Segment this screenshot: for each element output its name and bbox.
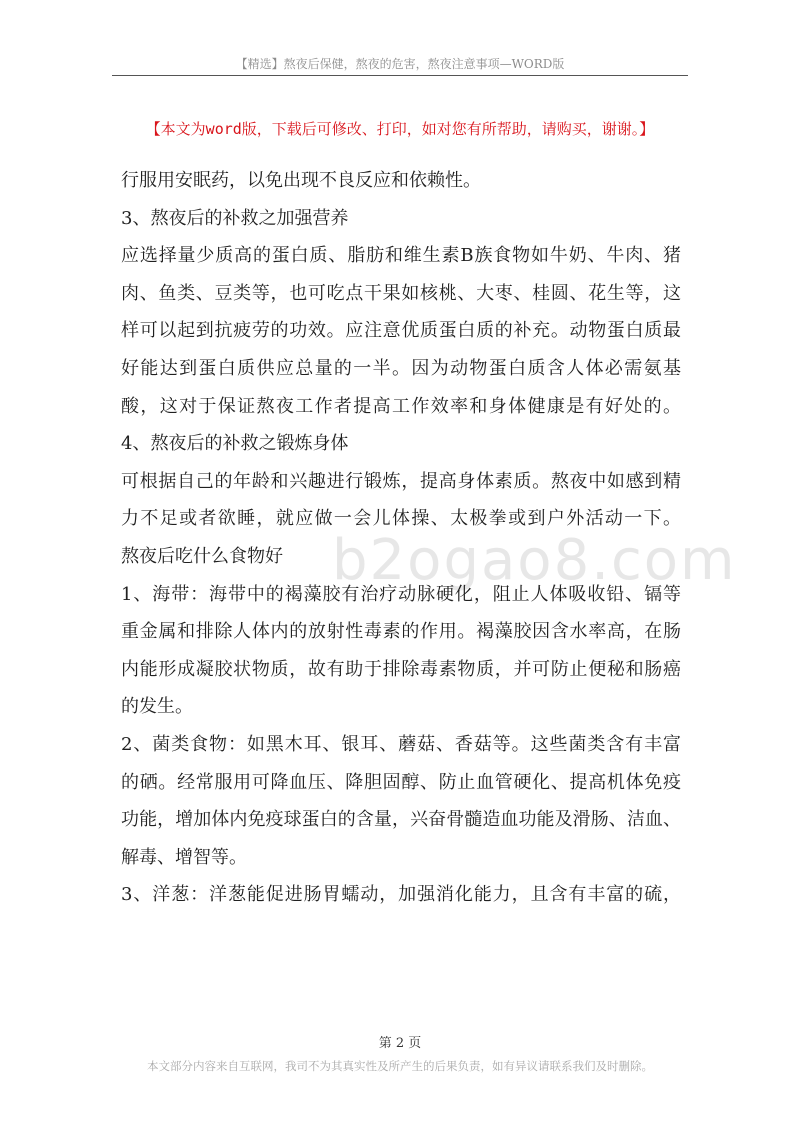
download-notice: 【本文为word版，下载后可修改、打印，如对您有所帮助，请购买，谢谢。】 xyxy=(145,120,655,138)
text-line: 2、菌类食物：如黑木耳、银耳、蘑菇、香菇等。这些菌类含有丰富 xyxy=(121,733,681,755)
footer-disclaimer: 本文部分内容来自互联网，我司不为其真实性及所产生的后果负责，如有异议请联系我们及时删除。 xyxy=(147,1059,653,1073)
text-line: 的发生。 xyxy=(121,696,193,718)
page-header-title: 【精选】熬夜后保健，熬夜的危害，熬夜注意事项—WORD版 xyxy=(235,57,565,71)
page-number: 第 2 页 xyxy=(378,1036,422,1051)
text-line: 肉、鱼类、豆类等，也可吃点干果如核桃、大枣、桂圆、花生等，这 xyxy=(121,282,681,304)
text-line: 功能，增加体内免疫球蛋白的含量，兴奋骨髓造血功能及滑肠、洁血、 xyxy=(121,809,681,831)
text-line: 的硒。经常服用可降血压、降胆固醇、防止血管硬化、提高机体免疫 xyxy=(121,771,681,793)
text-line: 熬夜后吃什么食物好 xyxy=(121,545,283,567)
text-line: 3、熬夜后的补救之加强营养 xyxy=(121,207,349,229)
text-line: 力不足或者欲睡，就应做一会儿体操、太极拳或到户外活动一下。 xyxy=(121,508,681,530)
text-line: 可根据自己的年龄和兴趣进行锻炼，提高身体素质。熬夜中如感到精 xyxy=(121,470,681,492)
text-line: 解毒、增智等。 xyxy=(121,846,247,868)
text-line: 行服用安眠药，以免出现不良反应和依赖性。 xyxy=(121,170,481,191)
text-line: 1、海带：海带中的褐藻胶有治疗动脉硬化，阻止人体吸收铅、镉等 xyxy=(121,583,681,605)
text-line: 好能达到蛋白质供应总量的一半。因为动物蛋白质含人体必需氨基 xyxy=(121,357,681,379)
text-line: 酸，这对于保证熬夜工作者提高工作效率和身体健康是有好处的。 xyxy=(121,395,681,417)
text-line: 3、洋葱：洋葱能促进肠胃蠕动，加强消化能力，且含有丰富的硫， xyxy=(121,884,681,906)
document-body xyxy=(121,162,681,914)
text-line: 内能形成凝胶状物质，故有助于排除毒素物质，并可防止便秘和肠癌 xyxy=(121,658,681,680)
text-line: 应选择量少质高的蛋白质、脂肪和维生素B族食物如牛奶、牛肉、猪 xyxy=(121,245,681,267)
header-divider xyxy=(112,75,688,76)
text-line: 样可以起到抗疲劳的功效。应注意优质蛋白质的补充。动物蛋白质最 xyxy=(121,320,681,342)
text-line: 重金属和排除人体内的放射性毒素的作用。褐藻胶因含水率高，在肠 xyxy=(121,621,681,643)
text-line: 4、熬夜后的补救之锻炼身体 xyxy=(121,433,349,455)
watermark: b2ogao8.com xyxy=(332,528,737,593)
